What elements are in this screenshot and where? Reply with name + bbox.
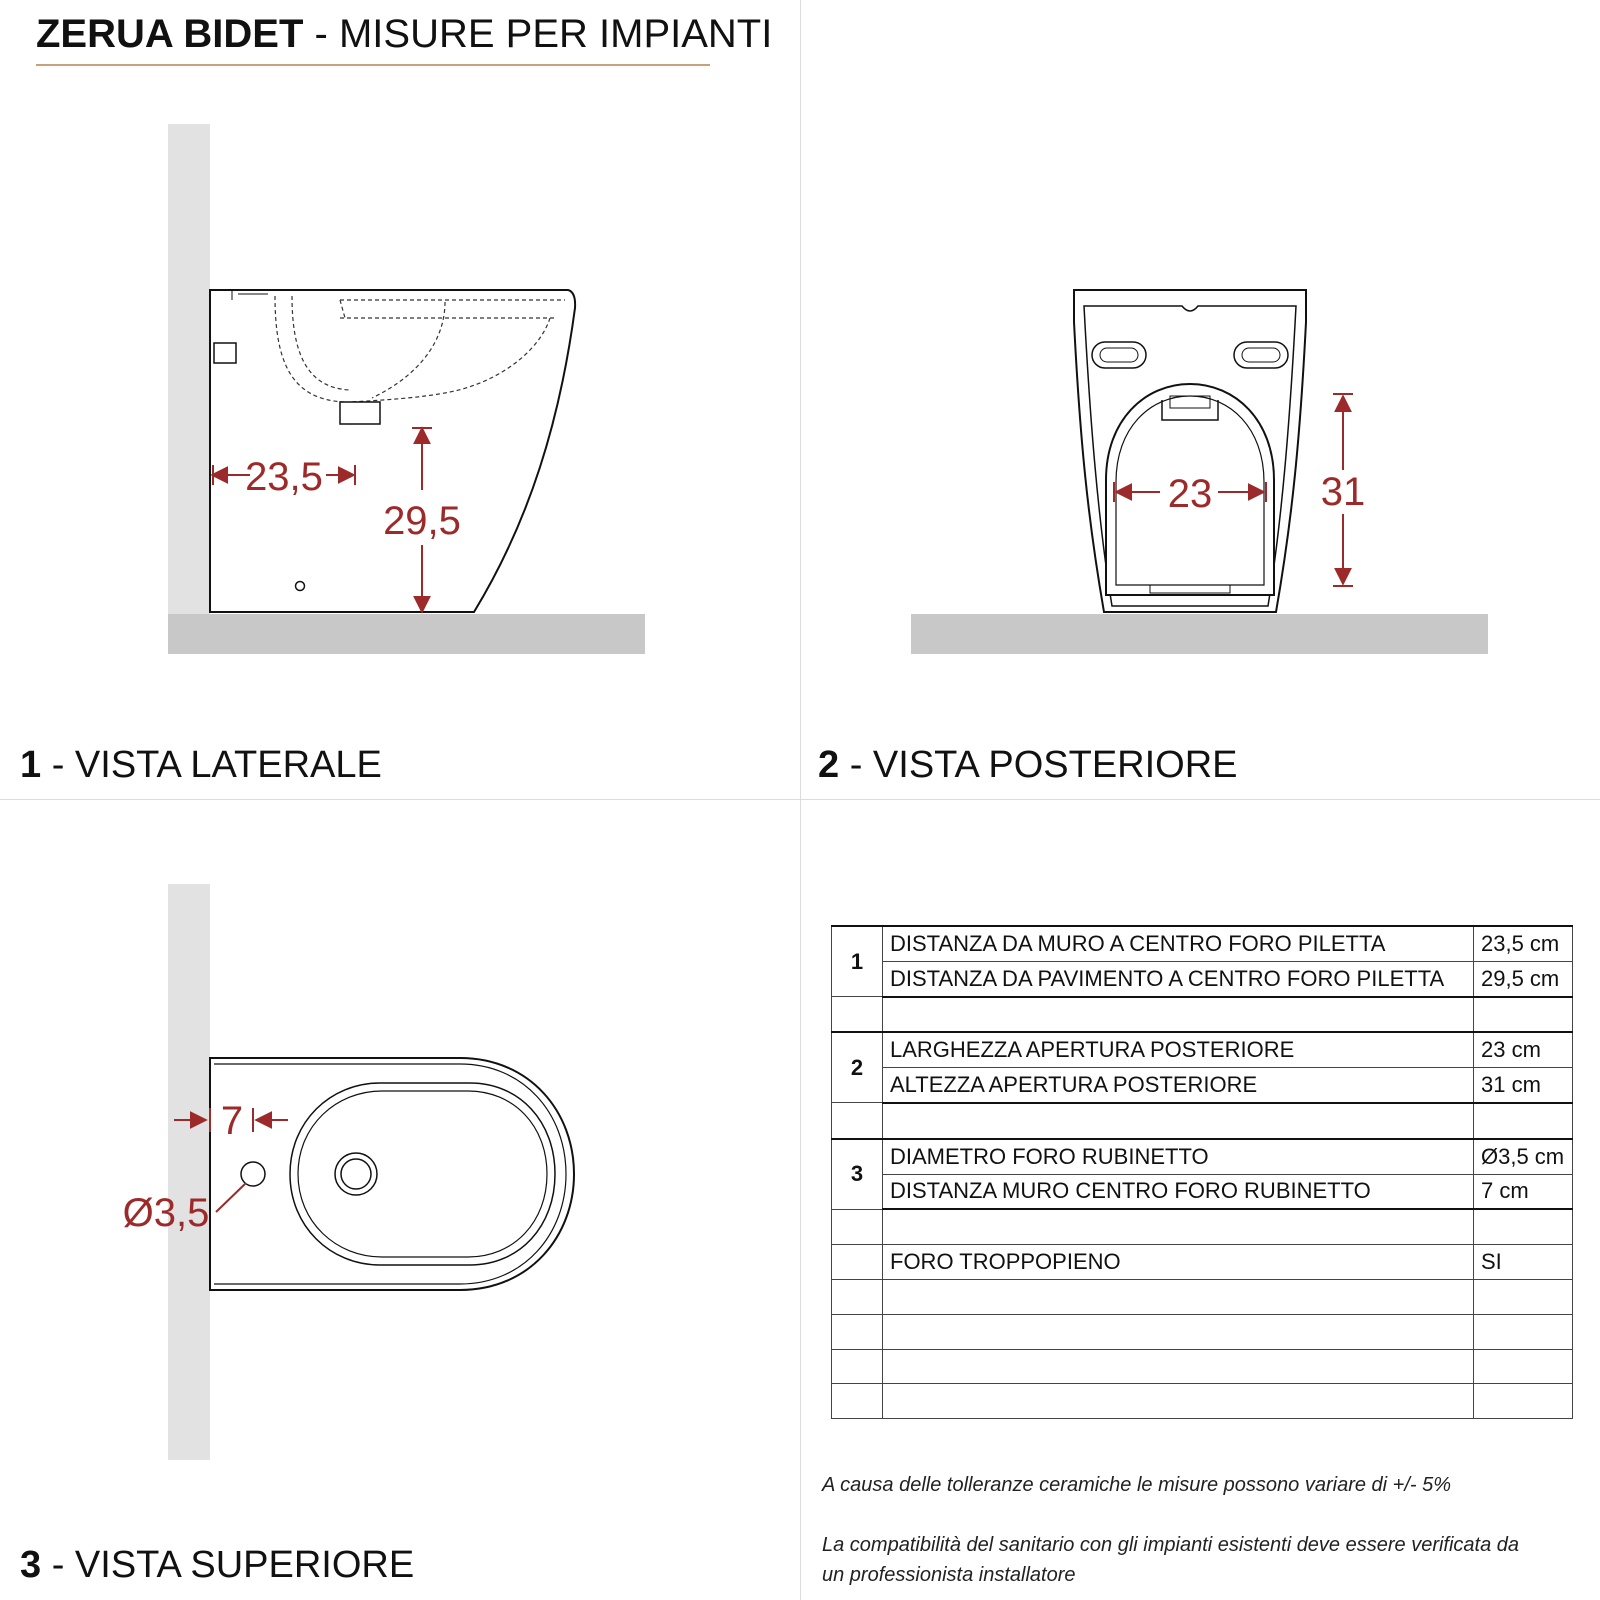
dim-top-tap-hole-diameter: Ø3,5 xyxy=(122,1191,210,1235)
top-bowl xyxy=(290,1083,555,1265)
title-subtitle: - MISURE PER IMPIANTI xyxy=(314,12,773,56)
top-tap-hole xyxy=(241,1162,265,1186)
dim-top-wall-to-tap-hole: 7 xyxy=(220,1099,244,1143)
specs-table xyxy=(831,925,1573,1419)
compatibility-note-line1: La compatibilità del sanitario con gli impianti esistenti deve essere verificata da xyxy=(822,1534,1520,1556)
side-wall xyxy=(168,124,210,614)
rear-view-drawing xyxy=(911,290,1488,654)
spec-value: 23,5 cm xyxy=(1474,926,1573,961)
title-brand: ZERUA BIDET xyxy=(36,12,304,56)
spec-label: DISTANZA DA PAVIMENTO A CENTRO FORO PILETTA xyxy=(883,961,1474,996)
table-row-empty xyxy=(832,1103,1573,1139)
table-row xyxy=(832,1068,1573,1103)
view-label-rear xyxy=(818,744,1238,787)
view-number: 3 xyxy=(20,1544,42,1586)
table-row xyxy=(832,961,1573,996)
dim-side-floor-to-drain: 29,5 xyxy=(383,499,461,543)
view-number: 2 xyxy=(818,744,840,786)
side-floor xyxy=(168,614,645,654)
spec-label: DISTANZA DA MURO A CENTRO FORO PILETTA xyxy=(883,926,1474,961)
dim-rear-opening-height: 31 xyxy=(1320,470,1366,514)
compatibility-note xyxy=(822,1530,1519,1590)
spec-label: DIAMETRO FORO RUBINETTO xyxy=(883,1139,1474,1174)
table-row xyxy=(832,1139,1573,1174)
table-row-empty xyxy=(832,1209,1573,1244)
side-bidet-outline xyxy=(210,290,575,612)
spec-label: LARGHEZZA APERTURA POSTERIORE xyxy=(883,1032,1474,1067)
table-row xyxy=(832,1174,1573,1209)
tolerance-note: A causa delle tolleranze ceramiche le misure possono variare di +/- 5% xyxy=(822,1474,1452,1496)
table-row-empty xyxy=(832,1314,1573,1349)
compatibility-note-line2: un professionista installatore xyxy=(822,1564,1076,1586)
top-view-drawing xyxy=(123,884,574,1460)
spec-label: DISTANZA MURO CENTRO FORO RUBINETTO xyxy=(883,1174,1474,1209)
group-number: 2 xyxy=(832,1032,883,1103)
dim-rear-opening-width: 23 xyxy=(1167,472,1213,516)
table-row xyxy=(832,926,1573,961)
view-title: - VISTA SUPERIORE xyxy=(51,1544,415,1586)
spec-value: 7 cm xyxy=(1474,1174,1573,1209)
spec-value: 23 cm xyxy=(1474,1032,1573,1067)
spec-value: 31 cm xyxy=(1474,1068,1573,1103)
table-row-empty xyxy=(832,1384,1573,1419)
table-row-empty xyxy=(832,1349,1573,1384)
view-title: - VISTA LATERALE xyxy=(51,744,382,786)
table-row-empty xyxy=(832,997,1573,1033)
view-number: 1 xyxy=(20,744,42,786)
view-label-side xyxy=(20,744,382,787)
spec-value: Ø3,5 cm xyxy=(1474,1139,1573,1174)
side-view-drawing xyxy=(168,124,645,654)
rear-floor xyxy=(911,614,1488,654)
view-title: - VISTA POSTERIORE xyxy=(849,744,1238,786)
table-row-empty xyxy=(832,1279,1573,1314)
spec-label: FORO TROPPOPIENO xyxy=(883,1245,1474,1280)
view-label-top xyxy=(20,1544,414,1587)
spec-value: SI xyxy=(1474,1245,1573,1280)
group-number: 3 xyxy=(832,1139,883,1210)
spec-label: ALTEZZA APERTURA POSTERIORE xyxy=(883,1068,1474,1103)
group-number: 1 xyxy=(832,926,883,997)
spec-value: 29,5 cm xyxy=(1474,961,1573,996)
top-wall xyxy=(168,884,210,1460)
table-row xyxy=(832,1032,1573,1067)
dim-side-wall-to-drain: 23,5 xyxy=(245,455,323,499)
table-row xyxy=(832,1245,1573,1280)
